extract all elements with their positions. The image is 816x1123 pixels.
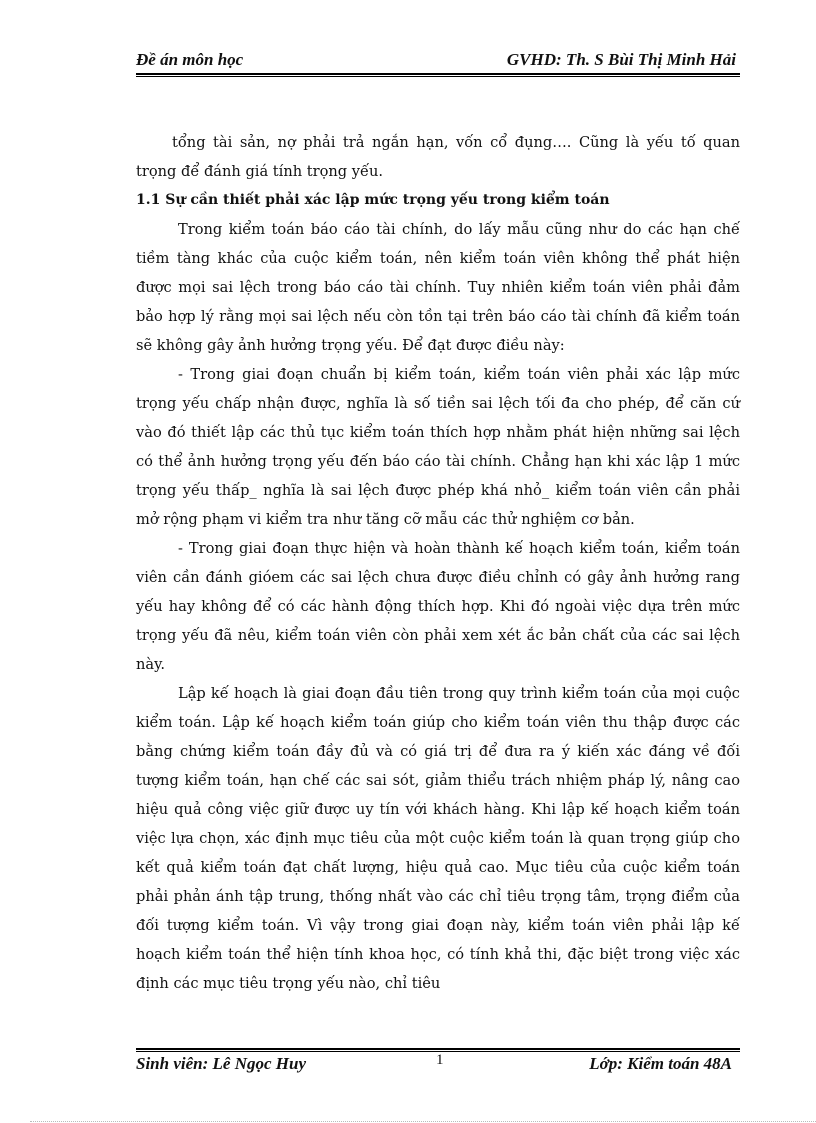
header-rule-thin <box>136 76 740 77</box>
page-boundary <box>30 1121 816 1122</box>
paragraph-planning: Lập kế hoạch là giai đoạn đầu tiên trong quy trình kiểm toán của mọi cuộc kiểm toán. Lập kế hoạch kiểm toán giúp cho kiểm toán viên thu thập được các bằng chứng kiểm toán đầy đủ và có giá trị để đưa ra ý kiến xác đáng về đối tượng kiểm toán, hạn chế các sai sót, giảm thiểu trách nhiệm pháp lý, nâng cao hiệu quả công việc giữ được uy tín với khách hàng. Khi lập kế hoạch kiểm toán việc lựa chọn, xác định mục tiêu của một cuộc kiểm toán là quan trọng giúp cho kết quả kiểm toán đạt chất lượng, hiệu quả cao. Mục tiêu của cuộc kiểm toán phải phản ánh tập trung, thống nhất vào các chỉ tiêu trọng tâm, trọng điểm của đối tượng kiểm toán. Vì vậy trong giai đoạn này, kiểm toán viên phải lập kế hoạch kiểm toán thể hiện tính khoa học, có tính khả thi, đặc biệt trong việc xác định các mục tiêu trọng yếu nào, chỉ tiêu <box>136 685 740 992</box>
footer-rule <box>136 1048 740 1050</box>
document-body <box>136 128 740 998</box>
paragraph-continuation: tổng tài sản, nợ phải trả ngắn hạn, vốn cổ đụng…. Cũng là yếu tố quan trọng để đánh giá tính trọng yếu. <box>136 134 740 180</box>
section-heading: 1.1 Sự cần thiết phải xác lập mức trọng yếu trong kiểm toán <box>136 192 610 208</box>
page-footer <box>136 1054 740 1078</box>
page-header <box>136 48 740 74</box>
header-supervisor: GVHD: Th. S Bùi Thị Minh Hải <box>506 50 736 69</box>
header-rule <box>136 73 740 75</box>
paragraph-intro: Trong kiểm toán báo cáo tài chính, do lấy mẫu cũng như do các hạn chế tiềm tàng khác của cuộc kiểm toán, nên kiểm toán viên không thể phát hiện được mọi sai lệch trong báo cáo tài chính. Tuy nhiên kiểm toán viên phải đảm bảo hợp lý rằng mọi sai lệch nếu còn tồn tại trên báo cáo tài chính đã kiểm toán sẽ không gây ảnh hưởng trọng yếu. Để đạt được điều này: <box>136 221 740 354</box>
paragraph-bullet-execution: - Trong giai đoạn thực hiện và hoàn thành kế hoạch kiểm toán, kiểm toán viên cần đánh gióem các sai lệch chưa được điều chỉnh có gây ảnh hưởng rang yếu hay không để có các hành động thích hợp. Khi đó ngoài việc dựa trên mức trọng yếu đã nêu, kiểm toán viên còn phải xem xét ắc bản chất của các sai lệch này. <box>136 540 740 673</box>
paragraph-bullet-preparation: - Trong giai đoạn chuẩn bị kiểm toán, kiểm toán viên phải xác lập mức trọng yếu chấp nhận được, nghĩa là số tiền sai lệch tối đa cho phép, để căn cứ vào đó thiết lập các thủ tục kiểm toán thích hợp nhằm phát hiện những sai lệch có thể ảnh hưởng trọng yếu đến báo cáo tài chính. Chẳng hạn khi xác lập 1 mức trọng yếu thấp_ nghĩa là sai lệch được phép khá nhỏ_ kiểm toán viên cần phải mở rộng phạm vi kiểm tra như tăng cỡ mẫu các thử nghiệm cơ bản. <box>136 366 740 528</box>
footer-student: Sinh viên: Lê Ngọc Huy <box>136 1054 306 1073</box>
footer-class: Lớp: Kiểm toán 48A <box>589 1054 732 1073</box>
header-course-title: Đề án môn học <box>136 50 244 69</box>
page-number: 1 <box>436 1052 444 1068</box>
